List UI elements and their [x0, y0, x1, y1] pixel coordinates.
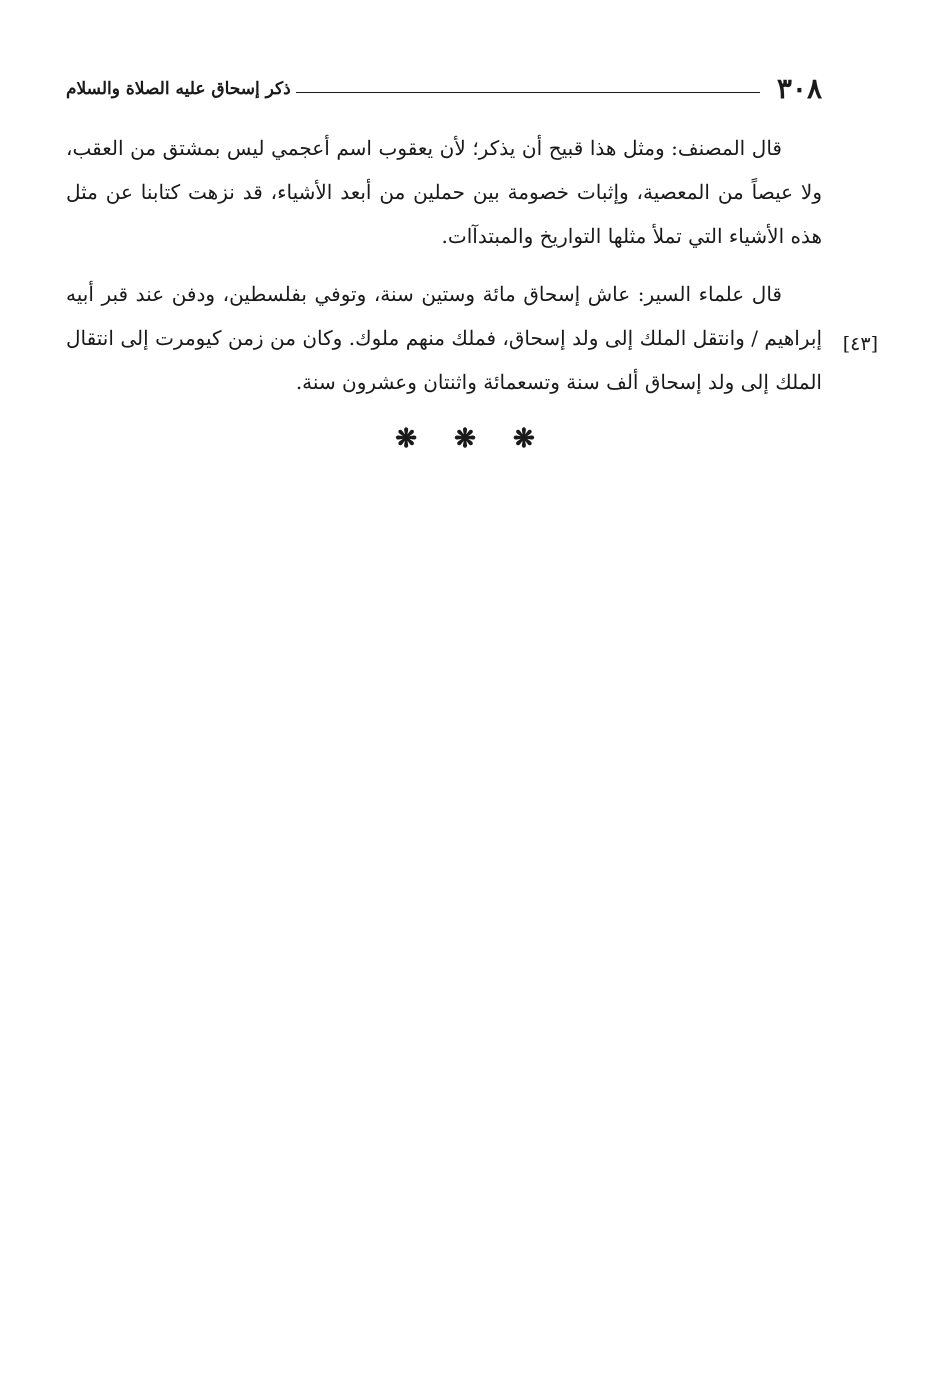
margin-folio-marker: [٤٣] [842, 333, 878, 355]
header-rule [296, 92, 760, 93]
body-text [66, 126, 878, 418]
paragraph-1: قال المصنف: ومثل هذا قبيح أن يذكر؛ لأن يعقوب اسم أعجمي ليس بمشتق من العقب، ولا عيصاً من المعصية، وإثبات خصومة بين حملين من أبعد الأشياء، قد نزهت كتابنا عن مثل هذه الأشياء التي تملأ مثلها التواريخ والمبتدآات. [66, 136, 822, 248]
paragraph-2-wrapper [66, 272, 878, 404]
page-number: ٣٠٨ [776, 72, 822, 105]
section-separator: ❋ ❋ ❋ [395, 424, 549, 454]
running-title: ذكر إسحاق عليه الصلاة والسلام [66, 79, 291, 99]
paragraph-2: قال علماء السير: عاش إسحاق مائة وستين سنة، وتوفي بفلسطين، ودفن عند قبر أبيه إبراهيم / وانتقل الملك إلى ولد إسحاق، فملك منهم ملوك. وكان من زمن كيومرت إلى انتقال الملك إلى ولد إسحاق ألف سنة وتسعمائة واثنتان وعشرون سنة. [66, 282, 822, 394]
page-header [66, 72, 822, 112]
